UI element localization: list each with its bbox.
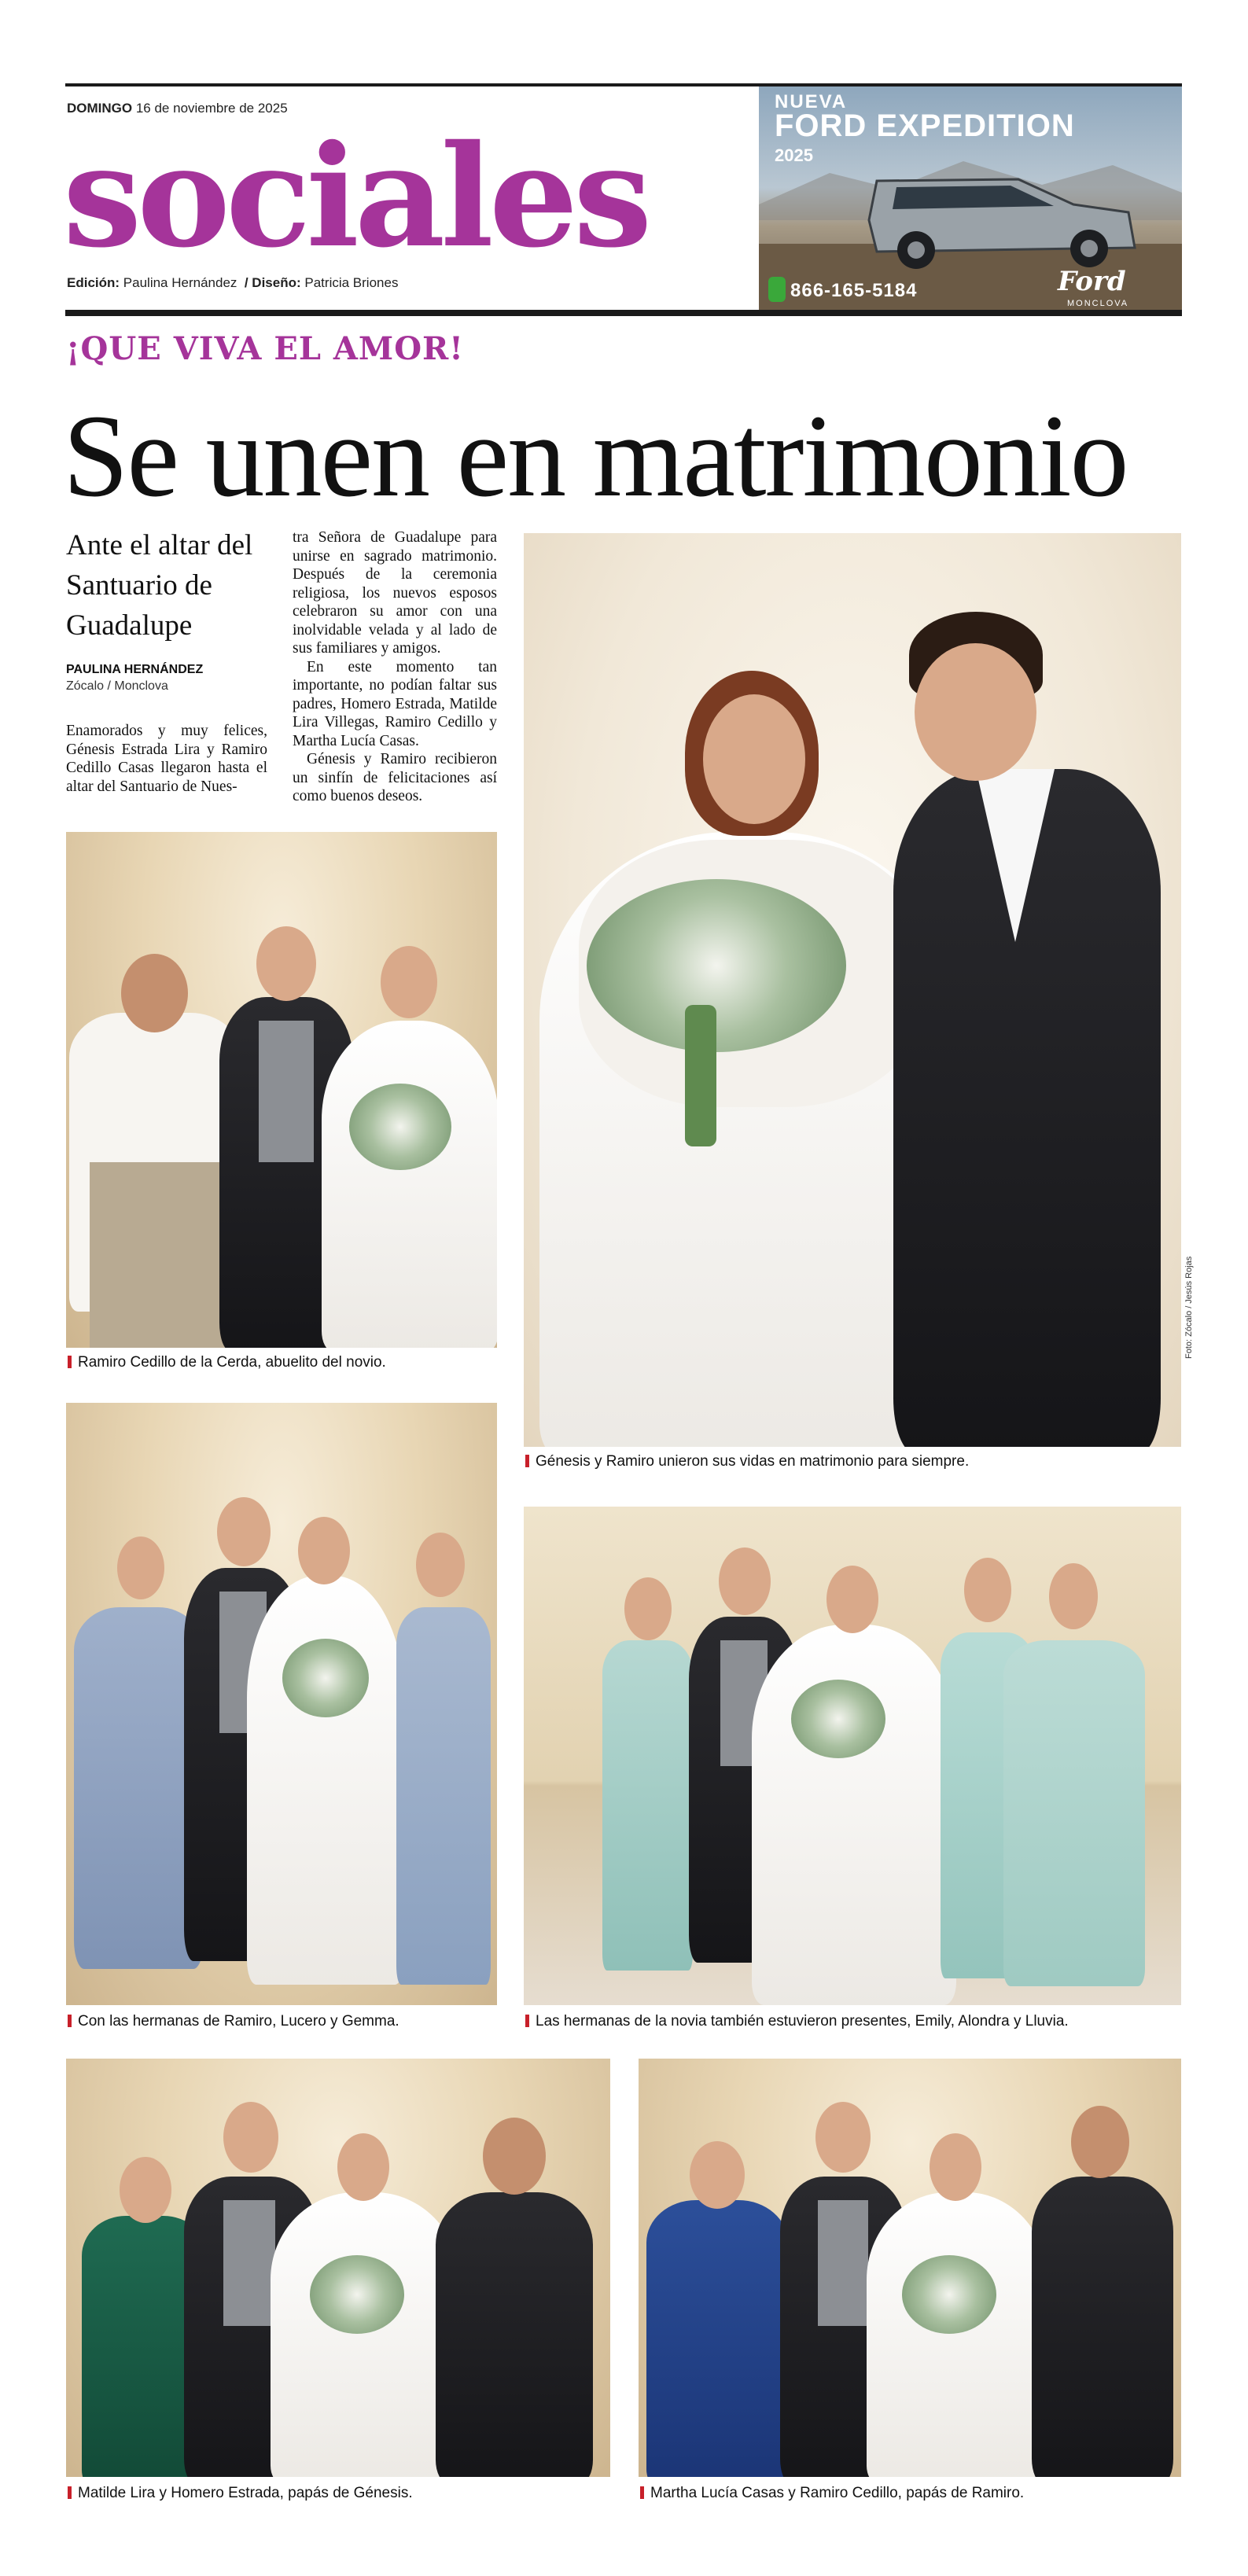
caption-text: Las hermanas de la novia también estuvieron presentes, Emily, Alondra y Lluvia. xyxy=(536,2013,1069,2030)
masthead-bottom-rule xyxy=(65,310,1182,316)
diseno-name: Patricia Briones xyxy=(304,275,399,290)
ad-year: 2025 xyxy=(775,145,813,165)
groom-face xyxy=(719,1547,771,1615)
article-author: PAULINA HERNÁNDEZ xyxy=(66,663,204,676)
photo-groom-sisters[interactable] xyxy=(66,1403,497,2005)
mother-face xyxy=(690,2141,745,2209)
sister-face xyxy=(117,1536,164,1599)
sister-blue-gown xyxy=(396,1607,491,1985)
edicion-label: Edición: xyxy=(67,275,120,290)
bouquet xyxy=(902,2255,996,2334)
bride-gown xyxy=(867,2192,1047,2477)
ad-city: MONCLOVA xyxy=(1067,299,1129,308)
caption-text: Ramiro Cedillo de la Cerda, abuelito del novio. xyxy=(78,1354,386,1371)
groom-face xyxy=(223,2102,278,2173)
bride-face xyxy=(337,2133,389,2201)
paragraph: En este momento tan importante, no podían faltar sus padres, Homero Estrada, Matilde Lira Villegas, Ramiro Cedillo y Martha Lucía Casas. xyxy=(293,658,497,749)
edition-date-text: 16 de noviembre de 2025 xyxy=(135,101,288,116)
ad-kicker: NUEVA xyxy=(775,91,848,112)
ford-expedition-ad[interactable] xyxy=(759,86,1182,311)
article-place: Zócalo / Monclova xyxy=(66,679,168,693)
photo-bride-parents[interactable] xyxy=(66,2059,610,2477)
caption-photo-5 xyxy=(640,2485,1024,2502)
father-suit xyxy=(1032,2177,1173,2477)
sister-aqua-gown xyxy=(1003,1640,1145,1986)
sister-face xyxy=(1049,1563,1098,1629)
paragraph: tra Señora de Guadalupe para unirse en sagrado matrimonio. Después de la ceremonia religiosa, los nuevos esposos celebraron su amor con una inolvidable velada y al lado de sus familiares y amigos. xyxy=(293,529,497,657)
ad-phone[interactable]: 866-165-5184 xyxy=(790,280,918,301)
photo-bride-sisters[interactable] xyxy=(524,1507,1181,2005)
caption-photo-1 xyxy=(68,1354,386,1371)
caption-text: Génesis y Ramiro unieron sus vidas en matrimonio para siempre. xyxy=(536,1453,970,1470)
bride-gown xyxy=(247,1576,404,1985)
groom-vest xyxy=(259,1021,314,1162)
bouquet-stems xyxy=(685,1005,716,1146)
photo-grandfather[interactable] xyxy=(66,832,497,1348)
caption-marker xyxy=(68,2015,72,2027)
bride-gown xyxy=(271,2192,459,2477)
article-headline: Se unen en matrimonio xyxy=(63,391,1128,521)
caption-photo-4 xyxy=(68,2485,413,2502)
photo-couple-main[interactable] xyxy=(524,533,1181,1447)
bouquet xyxy=(791,1680,885,1758)
father-face xyxy=(1071,2106,1129,2178)
bride-face xyxy=(703,694,805,824)
caption-main xyxy=(525,1453,969,1470)
sister-face xyxy=(624,1577,672,1640)
caption-photo-2 xyxy=(68,2013,399,2030)
bride-face xyxy=(381,946,437,1018)
paragraph: Génesis y Ramiro recibieron un sinfín de felicitaciones así como buenos deseos. xyxy=(293,751,497,804)
sister-face xyxy=(964,1558,1011,1622)
sister-face xyxy=(416,1533,465,1597)
caption-text: Matilde Lira y Homero Estrada, papás de Génesis. xyxy=(78,2485,413,2501)
caption-text: Martha Lucía Casas y Ramiro Cedillo, papás de Ramiro. xyxy=(650,2485,1025,2501)
groom-face xyxy=(256,926,316,1001)
article-column-1 xyxy=(66,722,267,796)
whatsapp-icon xyxy=(768,277,786,302)
mother-face xyxy=(120,2157,171,2223)
bride-gown xyxy=(322,1021,497,1348)
caption-marker xyxy=(68,2486,72,2499)
groom-face xyxy=(217,1497,271,1566)
article-column-2 xyxy=(293,528,497,806)
grandfather-pants xyxy=(90,1162,227,1348)
groom-vest xyxy=(818,2200,868,2326)
article-deck: Ante el altar del Santuario de Guadalupe xyxy=(66,529,253,642)
diseno-label: / Diseño: xyxy=(244,275,301,290)
bride-face xyxy=(930,2133,981,2201)
bouquet xyxy=(349,1084,451,1170)
groom-face xyxy=(815,2102,871,2173)
caption-marker xyxy=(640,2486,644,2499)
bride-face xyxy=(826,1566,878,1633)
grandfather-face xyxy=(121,954,188,1032)
ad-title: FORD EXPEDITION xyxy=(775,109,1075,143)
bouquet xyxy=(310,2255,404,2334)
caption-marker xyxy=(68,1356,72,1368)
edition-day: DOMINGO xyxy=(67,101,133,116)
mother-blue-dress xyxy=(646,2200,788,2477)
section-title: sociales xyxy=(63,114,648,278)
photo-groom-parents[interactable] xyxy=(639,2059,1181,2477)
staff-credits xyxy=(67,275,398,291)
paragraph: Enamorados y muy felices, Génesis Estrada Lira y Ramiro Cedillo Casas llegaron hasta el altar del Santuario de Nues- xyxy=(66,723,267,795)
caption-marker xyxy=(525,2015,529,2027)
groom-face xyxy=(915,643,1036,781)
caption-marker xyxy=(525,1455,529,1467)
father-suit xyxy=(436,2192,593,2477)
edicion-name: Paulina Hernández xyxy=(123,275,237,290)
article-kicker: ¡QUE VIVA EL AMOR! xyxy=(66,330,464,367)
ford-logo: Ford xyxy=(1058,266,1126,297)
bouquet xyxy=(587,879,846,1052)
sister-mint-dress xyxy=(602,1640,693,1971)
caption-text: Con las hermanas de Ramiro, Lucero y Gemma. xyxy=(78,2013,399,2030)
bouquet xyxy=(282,1639,369,1717)
caption-photo-3 xyxy=(525,2013,1069,2030)
bride-face xyxy=(298,1517,350,1584)
father-face xyxy=(483,2118,546,2195)
photo-credit: Foto: Zócalo / Jesús Rojas xyxy=(1184,1256,1194,1359)
groom-vest xyxy=(223,2200,275,2326)
